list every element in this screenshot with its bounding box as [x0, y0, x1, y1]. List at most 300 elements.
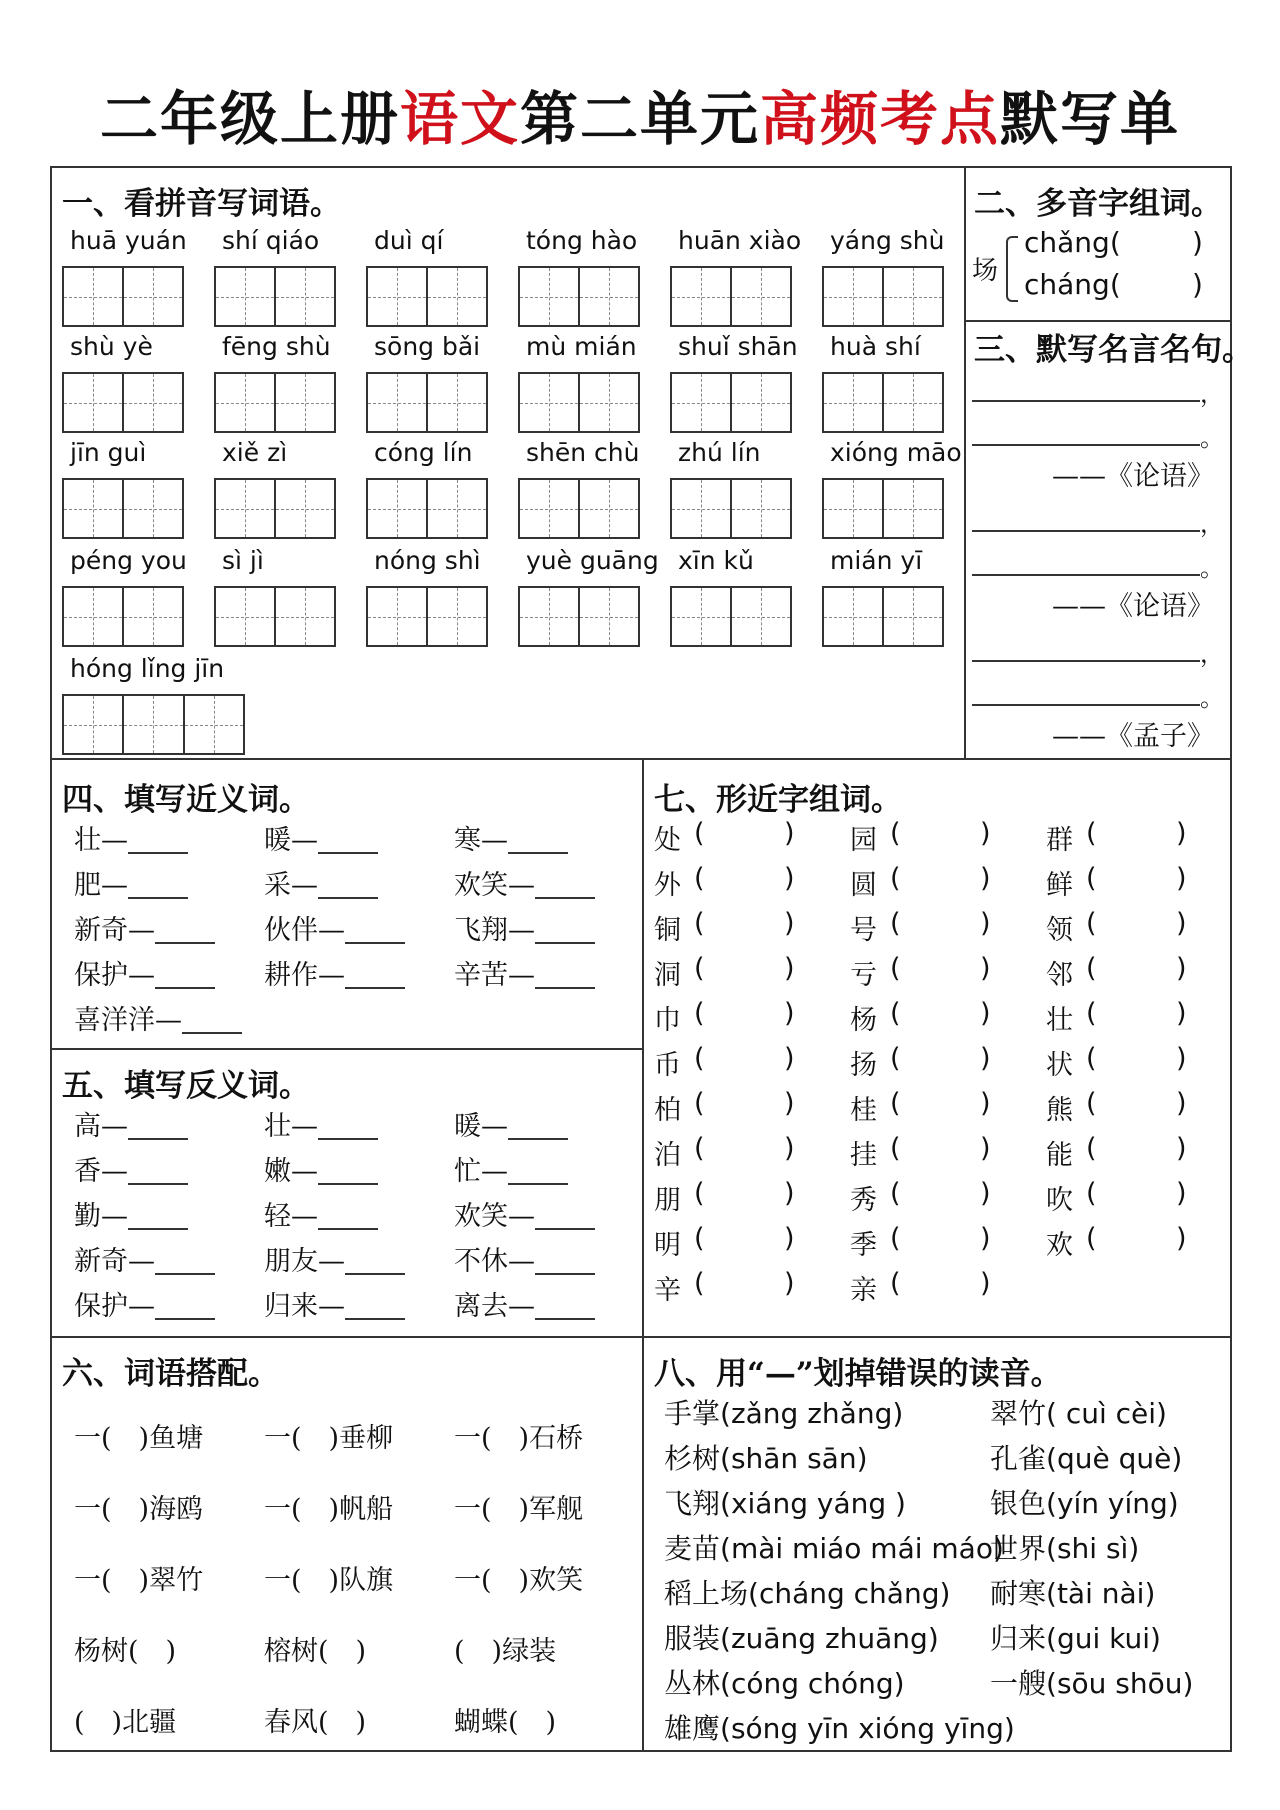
writing-cell[interactable] — [64, 374, 124, 431]
divider — [964, 320, 1232, 322]
writing-cell[interactable] — [580, 588, 638, 645]
answer-line[interactable] — [972, 660, 1200, 662]
answer-line[interactable] — [318, 1138, 378, 1140]
section-6-heading: 六、词语搭配。 — [62, 1356, 279, 1392]
word: 孔雀 — [990, 1442, 1047, 1475]
answer-line[interactable] — [345, 1318, 405, 1320]
paren-open: ( — [1086, 1088, 1097, 1119]
matching-item[interactable]: 一( )石桥 — [454, 1423, 584, 1454]
pinyin-label: péng you — [70, 546, 187, 575]
similar-char: 辛 — [654, 1275, 681, 1306]
writing-cell[interactable] — [580, 374, 638, 431]
writing-cell[interactable] — [276, 480, 334, 537]
pronunciation-item[interactable] — [990, 1572, 1155, 1612]
paren-close: ) — [784, 953, 795, 984]
paren-close: ) — [980, 1178, 991, 1209]
antonym-item: 欢笑— — [454, 1201, 535, 1232]
similar-char: 邻 — [1046, 960, 1073, 991]
paren-close: ) — [1176, 818, 1187, 849]
synonym-item: 保护— — [74, 960, 155, 991]
similar-char: 泊 — [654, 1140, 681, 1171]
writing-box[interactable] — [822, 586, 944, 647]
polyphone-char: 场 — [972, 256, 999, 286]
paren-open: ( — [694, 1088, 705, 1119]
writing-cell[interactable] — [124, 480, 182, 537]
writing-cell[interactable] — [185, 696, 243, 753]
answer-line[interactable] — [972, 574, 1200, 576]
answer-line[interactable] — [535, 942, 595, 944]
answer-line[interactable] — [972, 704, 1200, 706]
writing-cell[interactable] — [64, 588, 124, 645]
paren-close: ) — [980, 1223, 991, 1254]
paren-close: ) — [980, 863, 991, 894]
pinyin-label: shēn chù — [526, 438, 640, 467]
writing-cell[interactable] — [216, 268, 276, 325]
similar-char: 园 — [850, 825, 877, 856]
writing-cell[interactable] — [580, 480, 638, 537]
word: 一艘 — [990, 1667, 1047, 1700]
reading-options[interactable]: (zǎng zhǎng) — [720, 1397, 904, 1430]
writing-cell[interactable] — [884, 374, 942, 431]
writing-box[interactable] — [214, 478, 336, 539]
word: 麦苗 — [664, 1532, 721, 1565]
pronunciation-item[interactable] — [664, 1392, 903, 1432]
divider — [50, 1336, 1232, 1338]
paren-close: ) — [1176, 908, 1187, 939]
paren-open: ( — [890, 1223, 901, 1254]
writing-box[interactable] — [62, 478, 184, 539]
matching-item[interactable]: 一( )翠竹 — [74, 1565, 204, 1596]
paren-close: ) — [980, 1133, 991, 1164]
reading-options[interactable]: (tài nài) — [1046, 1577, 1156, 1610]
writing-box[interactable] — [670, 586, 792, 647]
writing-box[interactable] — [822, 266, 944, 327]
divider — [964, 166, 966, 758]
pronunciation-item[interactable] — [664, 1707, 1015, 1747]
answer-line[interactable] — [508, 852, 568, 854]
paren-open: ( — [1086, 953, 1097, 984]
antonym-item: 壮— — [264, 1111, 318, 1142]
writing-cell[interactable] — [824, 268, 884, 325]
writing-box[interactable] — [518, 372, 640, 433]
writing-box[interactable] — [62, 266, 184, 327]
pinyin-label: duì qí — [374, 226, 444, 255]
writing-cell[interactable] — [64, 268, 124, 325]
paren-close: ) — [980, 908, 991, 939]
similar-char: 群 — [1046, 825, 1073, 856]
paren-close: ) — [1176, 863, 1187, 894]
similar-char: 状 — [1046, 1050, 1073, 1081]
writing-cell[interactable] — [732, 374, 790, 431]
paren-open: ( — [890, 863, 901, 894]
writing-cell[interactable] — [428, 374, 486, 431]
writing-box[interactable] — [518, 586, 640, 647]
writing-cell[interactable] — [368, 268, 428, 325]
paren-close: ) — [980, 1268, 991, 1299]
reading-options[interactable]: (shān sān) — [720, 1442, 868, 1475]
pinyin-label: huān xiào — [678, 226, 802, 255]
pinyin-label: xióng māo — [830, 438, 962, 467]
reading-options[interactable]: ( cuì cèi) — [1046, 1397, 1167, 1430]
pinyin-label: yuè guāng — [526, 546, 659, 575]
antonym-item: 高— — [74, 1111, 128, 1142]
answer-line[interactable] — [972, 444, 1200, 446]
reading-options[interactable]: (yín yíng) — [1046, 1487, 1179, 1520]
pronunciation-item[interactable] — [664, 1437, 868, 1477]
writing-cell[interactable] — [368, 588, 428, 645]
pinyin-label: xīn kǔ — [678, 546, 754, 575]
similar-char: 巾 — [654, 1005, 681, 1036]
word: 耐寒 — [990, 1577, 1047, 1610]
writing-cell[interactable] — [824, 374, 884, 431]
writing-cell[interactable] — [124, 374, 182, 431]
writing-cell[interactable] — [732, 588, 790, 645]
answer-line[interactable] — [318, 1183, 378, 1185]
paren-open: ( — [890, 1088, 901, 1119]
synonym-item: 暖— — [264, 825, 318, 856]
paren-open: ( — [890, 1133, 901, 1164]
matching-item[interactable]: ( )绿装 — [454, 1636, 557, 1667]
writing-box[interactable] — [214, 586, 336, 647]
pronunciation-item[interactable] — [664, 1527, 1004, 1567]
paren-close: ) — [1176, 1178, 1187, 1209]
paren-close: ) — [1176, 953, 1187, 984]
pronunciation-item[interactable] — [664, 1662, 905, 1702]
paren-open: ( — [694, 1268, 705, 1299]
reading-options[interactable]: (cháng chǎng) — [748, 1577, 951, 1610]
word: 稻上场 — [664, 1577, 749, 1610]
paren-close: ) — [1176, 1043, 1187, 1074]
word: 翠竹 — [990, 1397, 1047, 1430]
paren-open: ( — [1086, 863, 1097, 894]
answer-line[interactable] — [535, 1318, 595, 1320]
writing-box[interactable] — [518, 266, 640, 327]
writing-cell[interactable] — [672, 374, 732, 431]
writing-cell[interactable] — [732, 480, 790, 537]
word: 杉树 — [664, 1442, 721, 1475]
quote-source: ——《论语》 — [1052, 591, 1214, 622]
section-7-heading: 七、形近字组词。 — [654, 782, 902, 818]
pinyin-label: jīn guì — [70, 438, 147, 467]
answer-line[interactable] — [155, 1318, 215, 1320]
reading-options[interactable]: (què què) — [1046, 1442, 1183, 1475]
paren-open: ( — [1086, 1178, 1097, 1209]
matching-item[interactable]: 一( )帆船 — [264, 1494, 394, 1525]
quote-source: ——《论语》 — [1052, 461, 1214, 492]
pinyin-label: shuǐ shān — [678, 332, 798, 361]
reading-options[interactable]: (gui kui) — [1046, 1622, 1161, 1655]
paren-close: ) — [784, 863, 795, 894]
paren-open: ( — [1086, 1043, 1097, 1074]
writing-cell[interactable] — [884, 588, 942, 645]
paren-open: ( — [890, 953, 901, 984]
writing-box[interactable] — [670, 266, 792, 327]
pronunciation-item[interactable] — [990, 1392, 1167, 1432]
matching-item[interactable]: 一( )欢笑 — [454, 1565, 584, 1596]
reading-options[interactable]: (sóng yīn xióng yīng) — [720, 1712, 1015, 1745]
paren-open: ( — [694, 908, 705, 939]
paren-close: ) — [1176, 1223, 1187, 1254]
writing-box[interactable] — [366, 478, 488, 539]
paren-open: ( — [694, 1223, 705, 1254]
pronunciation-item[interactable] — [990, 1662, 1193, 1702]
paren-close: ) — [784, 1043, 795, 1074]
paren-close: ) — [980, 953, 991, 984]
answer-line[interactable] — [535, 897, 595, 899]
paren-close: ) — [784, 1223, 795, 1254]
writing-cell[interactable] — [368, 374, 428, 431]
writing-cell[interactable] — [520, 480, 580, 537]
writing-cell[interactable] — [124, 268, 182, 325]
antonym-item: 忙— — [454, 1156, 508, 1187]
paren-close: ) — [784, 1088, 795, 1119]
pronunciation-item[interactable] — [990, 1437, 1182, 1477]
answer-line[interactable] — [972, 400, 1200, 402]
reading-options[interactable]: (xiáng yáng ) — [720, 1487, 906, 1520]
similar-char: 扬 — [850, 1050, 877, 1081]
paren-open: ( — [1086, 1133, 1097, 1164]
writing-box[interactable] — [822, 478, 944, 539]
reading-options[interactable]: (zuāng zhuāng) — [720, 1622, 939, 1655]
writing-cell[interactable] — [520, 268, 580, 325]
writing-box[interactable] — [518, 478, 640, 539]
similar-char: 洞 — [654, 960, 681, 991]
paren-open: ( — [890, 818, 901, 849]
paren-open: ( — [694, 998, 705, 1029]
antonym-item: 暖— — [454, 1111, 508, 1142]
answer-line[interactable] — [128, 852, 188, 854]
writing-cell[interactable] — [64, 480, 124, 537]
similar-char: 欢 — [1046, 1230, 1073, 1261]
answer-line[interactable] — [535, 987, 595, 989]
section-3-heading: 三、默写名言名句。 — [974, 332, 1253, 368]
answer-line[interactable] — [318, 852, 378, 854]
pinyin-label: tóng hào — [526, 226, 638, 255]
word: 飞翔 — [664, 1487, 721, 1520]
antonym-item: 朋友— — [264, 1246, 345, 1277]
writing-box[interactable] — [62, 586, 184, 647]
writing-cell[interactable] — [824, 480, 884, 537]
similar-char: 朋 — [654, 1185, 681, 1216]
synonym-item: 壮— — [74, 825, 128, 856]
antonym-item: 保护— — [74, 1291, 155, 1322]
paren-close: ) — [980, 1088, 991, 1119]
word: 世界 — [990, 1532, 1047, 1565]
writing-box[interactable] — [62, 372, 184, 433]
comma: ， — [1200, 640, 1224, 668]
answer-line[interactable] — [508, 1138, 568, 1140]
writing-cell[interactable] — [520, 374, 580, 431]
reading-options[interactable]: (cóng chóng) — [720, 1667, 905, 1700]
antonym-item: 归来— — [264, 1291, 345, 1322]
antonym-item: 勤— — [74, 1201, 128, 1232]
answer-line[interactable] — [155, 987, 215, 989]
pronunciation-item[interactable] — [990, 1617, 1161, 1657]
paren-open: ( — [890, 1268, 901, 1299]
similar-char: 外 — [654, 870, 681, 901]
reading-options[interactable]: (shi sì) — [1046, 1532, 1140, 1565]
paren-close: ) — [784, 998, 795, 1029]
matching-item[interactable]: 一( )鱼塘 — [74, 1423, 204, 1454]
answer-line[interactable] — [535, 1228, 595, 1230]
writing-cell[interactable] — [580, 268, 638, 325]
polyphone-reading-1: chǎng( — [1024, 226, 1121, 259]
word: 手掌 — [664, 1397, 721, 1430]
answer-line[interactable] — [155, 1273, 215, 1275]
answer-line[interactable] — [155, 942, 215, 944]
writing-cell[interactable] — [124, 588, 182, 645]
antonym-item: 不休— — [454, 1246, 535, 1277]
writing-cell[interactable] — [884, 480, 942, 537]
answer-line[interactable] — [972, 530, 1200, 532]
matching-item[interactable]: 杨树( ) — [74, 1636, 177, 1667]
writing-cell[interactable] — [124, 696, 184, 753]
answer-line[interactable] — [128, 1138, 188, 1140]
writing-box[interactable] — [822, 372, 944, 433]
period: 。 — [1200, 424, 1224, 452]
writing-box[interactable] — [670, 372, 792, 433]
paren-open: ( — [890, 1178, 901, 1209]
word: 归来 — [990, 1622, 1047, 1655]
matching-item[interactable]: 春风( ) — [264, 1707, 367, 1738]
answer-line[interactable] — [128, 897, 188, 899]
writing-cell[interactable] — [824, 588, 884, 645]
similar-char: 吹 — [1046, 1185, 1073, 1216]
pinyin-label: xiě zì — [222, 438, 288, 467]
section-5-heading: 五、填写反义词。 — [62, 1068, 310, 1104]
similar-char: 季 — [850, 1230, 877, 1261]
writing-box[interactable] — [366, 372, 488, 433]
section-1-heading: 一、看拼音写词语。 — [62, 186, 341, 222]
writing-cell[interactable] — [520, 588, 580, 645]
paren-close: ) — [980, 818, 991, 849]
similar-char: 桂 — [850, 1095, 877, 1126]
writing-cell[interactable] — [276, 374, 334, 431]
writing-cell[interactable] — [732, 268, 790, 325]
paren-open: ( — [1086, 818, 1097, 849]
writing-cell[interactable] — [368, 480, 428, 537]
answer-line[interactable] — [182, 1032, 242, 1034]
paren-open: ( — [890, 998, 901, 1029]
pinyin-label: yáng shù — [830, 226, 945, 255]
matching-item[interactable]: 榕树( ) — [264, 1636, 367, 1667]
similar-char: 铜 — [654, 915, 681, 946]
paren-open: ( — [1086, 998, 1097, 1029]
paren-open: ( — [694, 1178, 705, 1209]
writing-cell[interactable] — [216, 480, 276, 537]
paren-close: ) — [980, 998, 991, 1029]
matching-item[interactable]: 一( )垂柳 — [264, 1423, 394, 1454]
pinyin-label: mù mián — [526, 332, 637, 361]
matching-item[interactable]: 蝴蝶( ) — [454, 1707, 557, 1738]
writing-cell[interactable] — [672, 268, 732, 325]
paren-close: ) — [784, 1133, 795, 1164]
similar-char: 鲜 — [1046, 870, 1073, 901]
pronunciation-item[interactable] — [990, 1482, 1179, 1522]
synonym-item: 喜洋洋— — [74, 1005, 182, 1036]
writing-cell[interactable] — [428, 588, 486, 645]
pronunciation-item[interactable] — [664, 1572, 950, 1612]
answer-line[interactable] — [508, 1183, 568, 1185]
word: 丛林 — [664, 1667, 721, 1700]
synonym-item: 伙伴— — [264, 915, 345, 946]
writing-box[interactable] — [366, 586, 488, 647]
writing-box[interactable] — [214, 372, 336, 433]
similar-char: 亲 — [850, 1275, 877, 1306]
writing-cell[interactable] — [276, 588, 334, 645]
answer-line[interactable] — [535, 1273, 595, 1275]
paren-close: ) — [1176, 1133, 1187, 1164]
answer-line[interactable] — [345, 942, 405, 944]
page-title: 二年级上册语文第二单元高频考点默写单 — [99, 85, 1181, 153]
synonym-item: 寒— — [454, 825, 508, 856]
writing-cell[interactable] — [672, 480, 732, 537]
paren-open: ( — [694, 1133, 705, 1164]
pronunciation-item[interactable] — [664, 1482, 906, 1522]
writing-box[interactable] — [62, 694, 245, 755]
writing-cell[interactable] — [64, 696, 124, 753]
pronunciation-item[interactable] — [990, 1527, 1139, 1567]
answer-line[interactable] — [318, 1228, 378, 1230]
matching-item[interactable]: ( )北疆 — [74, 1707, 177, 1738]
synonym-item: 采— — [264, 870, 318, 901]
answer-line[interactable] — [345, 987, 405, 989]
antonym-item: 嫩— — [264, 1156, 318, 1187]
divider — [642, 758, 644, 1752]
writing-box[interactable] — [214, 266, 336, 327]
answer-line[interactable] — [128, 1228, 188, 1230]
writing-cell[interactable] — [884, 268, 942, 325]
antonym-item: 轻— — [264, 1201, 318, 1232]
matching-item[interactable]: 一( )军舰 — [454, 1494, 584, 1525]
writing-cell[interactable] — [216, 374, 276, 431]
matching-item[interactable]: 一( )海鸥 — [74, 1494, 204, 1525]
answer-line[interactable] — [345, 1273, 405, 1275]
similar-char: 能 — [1046, 1140, 1073, 1171]
writing-cell[interactable] — [428, 268, 486, 325]
writing-box[interactable] — [366, 266, 488, 327]
answer-line[interactable] — [318, 897, 378, 899]
paren-close: ) — [1176, 998, 1187, 1029]
synonym-item: 飞翔— — [454, 915, 535, 946]
pinyin-label: zhú lín — [678, 438, 761, 467]
reading-options[interactable]: (mài miáo mái máo) — [720, 1532, 1004, 1565]
writing-box[interactable] — [670, 478, 792, 539]
writing-cell[interactable] — [428, 480, 486, 537]
period: 。 — [1200, 554, 1224, 582]
similar-char: 壮 — [1046, 1005, 1073, 1036]
pronunciation-item[interactable] — [664, 1617, 939, 1657]
writing-cell[interactable] — [672, 588, 732, 645]
paren-open: ( — [890, 1043, 901, 1074]
answer-line[interactable] — [128, 1183, 188, 1185]
antonym-item: 香— — [74, 1156, 128, 1187]
pinyin-label: shù yè — [70, 332, 153, 361]
paren-close: ) — [784, 1268, 795, 1299]
divider — [50, 758, 1232, 760]
pinyin-label: huā yuán — [70, 226, 187, 255]
section-8-heading: 八、用“—”划掉错误的读音。 — [654, 1356, 1062, 1392]
antonym-item: 新奇— — [74, 1246, 155, 1277]
writing-cell[interactable] — [216, 588, 276, 645]
reading-options[interactable]: (sōu shōu) — [1046, 1667, 1194, 1700]
matching-item[interactable]: 一( )队旗 — [264, 1565, 394, 1596]
pinyin-label: shí qiáo — [222, 226, 320, 255]
similar-char: 亏 — [850, 960, 877, 991]
writing-cell[interactable] — [276, 268, 334, 325]
section-4-heading: 四、填写近义词。 — [62, 782, 310, 818]
paren-open: ( — [1086, 908, 1097, 939]
